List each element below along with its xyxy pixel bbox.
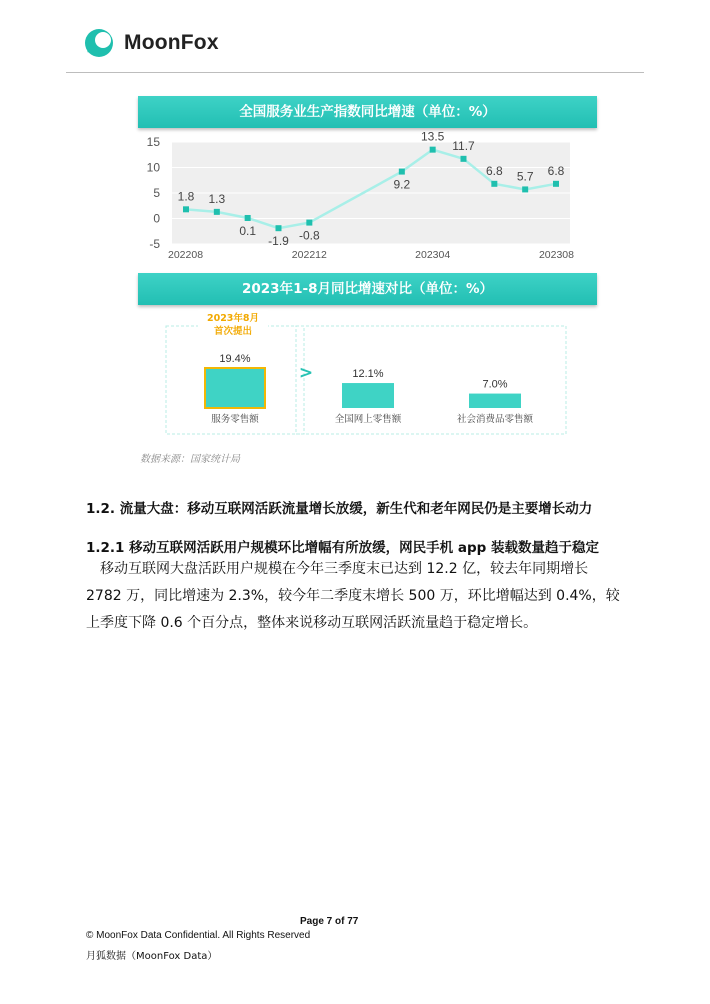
paragraph-line: 2782 万，同比增速为 2.3%，较今年二季度末增长 500 万，环比增幅达到 0.4%，较 [86,588,620,604]
highlight-tag-line1: 2023年8月 [206,313,260,324]
footer-brand: 月狐数据（MoonFox Data） [86,951,218,962]
y-tick-label: -5 [149,237,160,251]
data-label: 9.2 [393,177,411,192]
subsection-heading: 1.2.1 移动互联网活跃用户规模环比增幅有所放缓，网民手机 app 装载数量趋于稳定 [86,540,599,556]
y-tick-label: 0 [153,211,160,226]
x-tick-label: 202208 [168,249,204,261]
moonfox-logo [84,28,219,58]
data-label: 1.3 [208,191,226,206]
data-label: 11.7 [452,138,475,153]
value-label: 12.1% [352,368,384,381]
data-label: 6.8 [485,163,503,178]
category-label: 社会消费品零售额 [456,414,534,425]
brand-name: MoonFox [124,31,219,54]
y-tick-label: 10 [146,160,160,175]
highlight-tag-line2: 首次提出 [213,326,253,337]
value-label: 7.0% [482,378,508,391]
x-tick-label: 202212 [291,249,327,261]
paragraph-line: 上季度下降 0.6 个百分点，整体来说移动互联网活跃流量趋于稳定增长。 [86,615,538,631]
page-number: Page 7 of 77 [300,916,359,927]
data-label: -1.9 [268,234,289,249]
line-chart [138,132,597,272]
data-source: 数据来源：国家统计局 [140,454,240,465]
data-point [276,225,282,231]
x-tick-label: 202304 [415,249,451,261]
line-chart-title-banner: 全国服务业生产指数同比增速（单位：%） [138,96,597,128]
section-heading: 1.2. 流量大盘：移动互联网活跃流量增长放缓，新生代和老年网民仍是主要增长动力 [86,501,593,517]
paragraph-line: 移动互联网大盘活跃用户规模在今年三季度末已达到 12.2 亿，较去年同期增长 [86,561,589,577]
category-label: 服务零售额 [211,414,259,425]
value-label: 19.4% [219,353,251,365]
figure [138,96,597,442]
y-tick-label: 15 [146,135,160,149]
data-point [183,206,189,212]
data-point [491,181,497,187]
bar-chart-title-banner: 2023年1-8月同比增速对比（单位：%） [138,273,597,305]
copyright: © MoonFox Data Confidential. All Rights Reserved [86,930,311,941]
category-label: 全国网上零售额 [334,414,402,425]
y-tick-label: 5 [153,186,160,200]
data-label: 6.8 [547,163,565,178]
header-divider [66,72,644,73]
data-point [245,215,251,221]
data-point [553,181,559,187]
data-label: 1.8 [177,189,195,204]
bar [205,368,265,408]
x-tick-label: 202308 [538,249,574,261]
moonfox-logo-icon [84,28,118,58]
data-label: 0.1 [239,223,257,238]
bar-chart [138,310,597,442]
bar [342,383,394,408]
data-point [306,220,312,226]
body-paragraph [86,556,626,637]
data-label: 5.7 [516,169,534,184]
bar [469,394,521,408]
data-point [214,209,220,215]
data-point [461,156,467,162]
data-label: -0.8 [298,228,320,243]
data-point [430,147,436,153]
data-point [522,186,528,192]
data-point [399,169,405,175]
comparison-arrow: > [298,363,314,383]
data-label: 13.5 [420,132,445,144]
